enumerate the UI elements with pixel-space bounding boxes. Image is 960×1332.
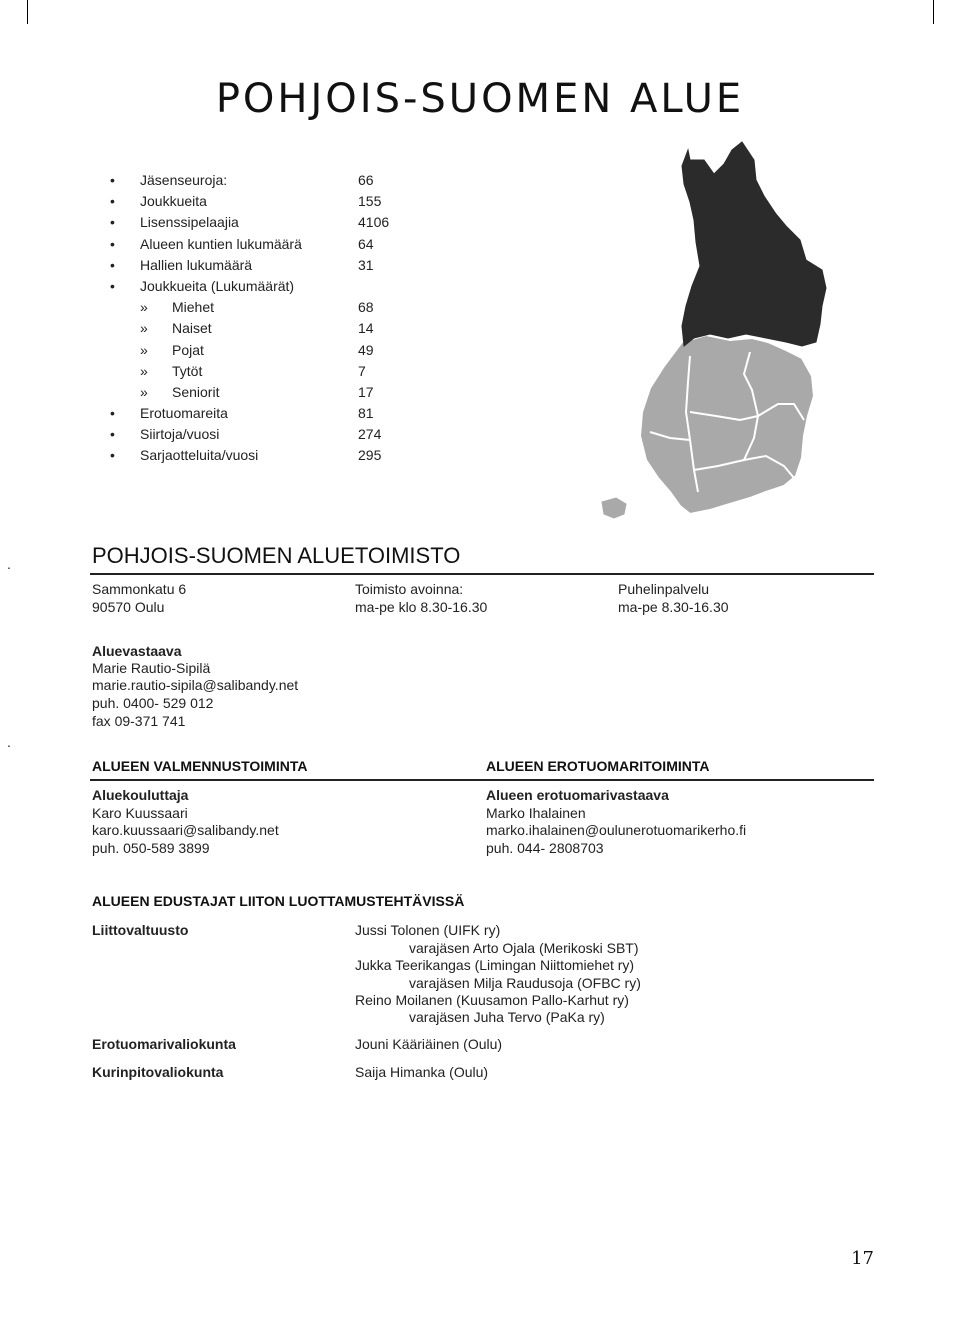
coach-name: Karo Kuussaari: [92, 805, 188, 821]
page-number: 17: [851, 1248, 874, 1269]
manager-name: Marie Rautio-Sipilä: [92, 660, 211, 676]
office-hours-label: Toimisto avoinna:: [355, 581, 464, 597]
stat-label: Naiset: [172, 320, 212, 337]
office-title: POHJOIS-SUOMEN ALUETOIMISTO: [92, 543, 461, 568]
stat-value: 49: [358, 341, 374, 358]
council-deputy: varajäsen Arto Ojala (Merikoski SBT): [409, 940, 639, 956]
discipline-committee-member: Saija Himanka (Oulu): [355, 1064, 489, 1080]
stat-value: 155: [358, 193, 382, 210]
bullet: »: [140, 362, 148, 379]
manager-role: Aluevastaava: [92, 643, 182, 659]
bullet: •: [110, 426, 115, 443]
stat-label: Pojat: [172, 341, 204, 358]
stat-value: 17: [358, 383, 374, 400]
margin-dot: .: [7, 556, 11, 572]
council-member: Reino Moilanen (Kuusamon Pallo-Karhut ry): [355, 992, 629, 1008]
stat-label: Sarjaotteluita/vuosi: [140, 447, 259, 464]
stat-value: 31: [358, 256, 374, 273]
office-address-line1: Sammonkatu 6: [92, 581, 187, 597]
council-member: Jussi Tolonen (UIFK ry): [355, 922, 501, 938]
stat-value: 295: [358, 447, 382, 464]
council-deputy: varajäsen Milja Raudusoja (OFBC ry): [409, 975, 641, 991]
bullet: •: [110, 277, 115, 294]
council-deputy: varajäsen Juha Tervo (PaKa ry): [409, 1009, 605, 1025]
refereeing-heading: ALUEEN EROTUOMARITOIMINTA: [486, 758, 710, 774]
map-region-north: [682, 142, 826, 346]
office-hours-value: ma-pe klo 8.30-16.30: [355, 599, 488, 615]
stat-label: Seniorit: [172, 383, 220, 400]
activities-divider: [90, 779, 874, 781]
crop-mark-right: [933, 0, 934, 24]
referee-committee-label: Erotuomarivaliokunta: [92, 1036, 236, 1052]
discipline-committee-label: Kurinpitovaliokunta: [92, 1064, 224, 1080]
bullet: •: [110, 214, 115, 231]
bullet: »: [140, 299, 148, 316]
finland-region-map: [590, 120, 830, 530]
manager-fax: fax 09-371 741: [92, 713, 186, 729]
bullet: •: [110, 405, 115, 422]
coaching-heading: ALUEEN VALMENNUSTOIMINTA: [92, 758, 308, 774]
stat-label: Lisenssipelaajia: [140, 214, 239, 231]
referee-role: Alueen erotuomarivastaava: [486, 787, 669, 803]
bullet: •: [110, 172, 115, 188]
margin-dot: .: [7, 734, 11, 750]
bullet: •: [110, 235, 115, 252]
stat-value: 64: [358, 235, 374, 252]
bullet: •: [110, 256, 115, 273]
office-address-line2: 90570 Oulu: [92, 599, 165, 615]
council-member: Jukka Teerikangas (Limingan Niittomiehet ry): [355, 957, 635, 973]
coach-email[interactable]: karo.kuussaari@salibandy.net: [92, 822, 279, 838]
stat-label: Hallien lukumäärä: [140, 256, 253, 273]
manager-phone: puh. 0400- 529 012: [92, 695, 214, 711]
stat-label: Jäsenseuroja:: [140, 172, 228, 188]
bullet: »: [140, 383, 148, 400]
referee-phone: puh. 044- 2808703: [486, 840, 604, 856]
phone-service-label: Puhelinpalvelu: [618, 581, 710, 597]
map-region-south: [640, 335, 814, 514]
referee-committee-member: Jouni Kääriäinen (Oulu): [355, 1036, 503, 1052]
bullet: •: [110, 193, 115, 210]
stat-label: Erotuomareita: [140, 405, 228, 422]
stat-label: Miehet: [172, 299, 215, 316]
referee-email[interactable]: marko.ihalainen@oulunerotuomarikerho.fi: [486, 822, 747, 838]
stat-label: Siirtoja/vuosi: [140, 426, 220, 443]
bullet: •: [110, 447, 115, 464]
stat-value: 81: [358, 405, 374, 422]
map-island: [602, 498, 626, 518]
coach-role: Aluekouluttaja: [92, 787, 189, 803]
stat-label: Joukkueita: [140, 193, 207, 210]
council-label: Liittovaltuusto: [92, 922, 189, 938]
manager-email[interactable]: marie.rautio-sipila@salibandy.net: [92, 677, 299, 693]
coach-phone: puh. 050-589 3899: [92, 840, 210, 856]
stat-value: 4106: [358, 214, 390, 231]
office-divider: [90, 573, 874, 575]
stat-label: Alueen kuntien lukumäärä: [140, 235, 302, 252]
stat-label: Tytöt: [172, 362, 203, 379]
phone-service-hours: ma-pe 8.30-16.30: [618, 599, 729, 615]
stat-value: 14: [358, 320, 374, 337]
bullet: »: [140, 341, 148, 358]
crop-mark-left: [27, 0, 28, 24]
bullet: »: [140, 320, 148, 337]
representatives-heading: ALUEEN EDUSTAJAT LIITON LUOTTAMUSTEHTÄVISSÄ: [92, 893, 465, 909]
page-title: POHJOIS-SUOMEN ALUE: [215, 76, 745, 122]
stat-value: 274: [358, 426, 382, 443]
stat-value: 7: [358, 362, 366, 379]
stat-value: 66: [358, 172, 374, 188]
stat-label: Joukkueita (Lukumäärät): [140, 277, 295, 294]
stat-value: 68: [358, 299, 374, 316]
referee-name: Marko Ihalainen: [486, 805, 586, 821]
